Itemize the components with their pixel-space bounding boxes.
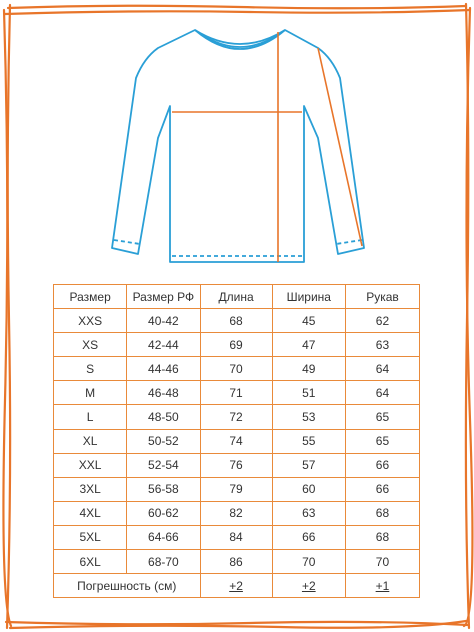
cell-size-rf: 60-62 xyxy=(127,501,200,525)
table-row xyxy=(54,429,420,453)
cell-sleeve: 65 xyxy=(345,405,419,429)
shirt-outline xyxy=(112,30,364,262)
cell-size: 5XL xyxy=(54,525,127,549)
cell-length: 74 xyxy=(200,429,272,453)
cell-size-rf: 52-54 xyxy=(127,453,200,477)
cell-size-rf: 40-42 xyxy=(127,309,200,333)
size-table xyxy=(53,284,420,598)
cell-size: M xyxy=(54,381,127,405)
cell-size: 4XL xyxy=(54,501,127,525)
cell-size-rf: 64-66 xyxy=(127,525,200,549)
cell-size: L xyxy=(54,405,127,429)
cell-width: 49 xyxy=(272,357,345,381)
tolerance-width: +2 xyxy=(272,574,345,598)
cell-size: S xyxy=(54,357,127,381)
table-row xyxy=(54,381,420,405)
tolerance-length: +2 xyxy=(200,574,272,598)
cell-length: 86 xyxy=(200,550,272,574)
table-row xyxy=(54,501,420,525)
cell-size: XL xyxy=(54,429,127,453)
header-width: Ширина xyxy=(272,285,345,309)
header-sleeve: Рукав xyxy=(345,285,419,309)
cell-sleeve: 68 xyxy=(345,525,419,549)
header-length: Длина xyxy=(200,285,272,309)
tolerance-label: Погрешность (см) xyxy=(54,574,201,598)
cell-length: 71 xyxy=(200,381,272,405)
cell-sleeve: 66 xyxy=(345,453,419,477)
cell-size: XXS xyxy=(54,309,127,333)
cell-size-rf: 48-50 xyxy=(127,405,200,429)
shirt-diagram xyxy=(100,18,380,268)
table-header-row xyxy=(54,285,420,309)
cell-size: XXL xyxy=(54,453,127,477)
cell-sleeve: 64 xyxy=(345,381,419,405)
cell-width: 57 xyxy=(272,453,345,477)
cell-sleeve: 65 xyxy=(345,429,419,453)
table-row xyxy=(54,453,420,477)
cell-size-rf: 68-70 xyxy=(127,550,200,574)
cell-size-rf: 50-52 xyxy=(127,429,200,453)
cell-width: 66 xyxy=(272,525,345,549)
cell-size: 6XL xyxy=(54,550,127,574)
cell-sleeve: 64 xyxy=(345,357,419,381)
table-row xyxy=(54,405,420,429)
cell-length: 69 xyxy=(200,333,272,357)
cell-length: 72 xyxy=(200,405,272,429)
table-row xyxy=(54,477,420,501)
cell-length: 68 xyxy=(200,309,272,333)
cell-sleeve: 66 xyxy=(345,477,419,501)
cell-length: 84 xyxy=(200,525,272,549)
cell-width: 55 xyxy=(272,429,345,453)
cell-size: XS xyxy=(54,333,127,357)
cell-sleeve: 70 xyxy=(345,550,419,574)
cell-sleeve: 68 xyxy=(345,501,419,525)
cell-width: 60 xyxy=(272,477,345,501)
cell-width: 53 xyxy=(272,405,345,429)
cell-width: 51 xyxy=(272,381,345,405)
table-row xyxy=(54,333,420,357)
table-row xyxy=(54,309,420,333)
table-row xyxy=(54,525,420,549)
table-row xyxy=(54,550,420,574)
tolerance-row xyxy=(54,574,420,598)
cell-size: 3XL xyxy=(54,477,127,501)
header-size-rf: Размер РФ xyxy=(127,285,200,309)
cell-length: 70 xyxy=(200,357,272,381)
cell-length: 76 xyxy=(200,453,272,477)
cell-width: 63 xyxy=(272,501,345,525)
header-size: Размер xyxy=(54,285,127,309)
cell-width: 45 xyxy=(272,309,345,333)
table-row xyxy=(54,357,420,381)
cell-size-rf: 56-58 xyxy=(127,477,200,501)
cell-sleeve: 63 xyxy=(345,333,419,357)
cell-sleeve: 62 xyxy=(345,309,419,333)
cell-size-rf: 42-44 xyxy=(127,333,200,357)
tolerance-sleeve: +1 xyxy=(345,574,419,598)
cell-width: 47 xyxy=(272,333,345,357)
cell-width: 70 xyxy=(272,550,345,574)
cell-size-rf: 44-46 xyxy=(127,357,200,381)
cell-length: 82 xyxy=(200,501,272,525)
cell-size-rf: 46-48 xyxy=(127,381,200,405)
cell-length: 79 xyxy=(200,477,272,501)
